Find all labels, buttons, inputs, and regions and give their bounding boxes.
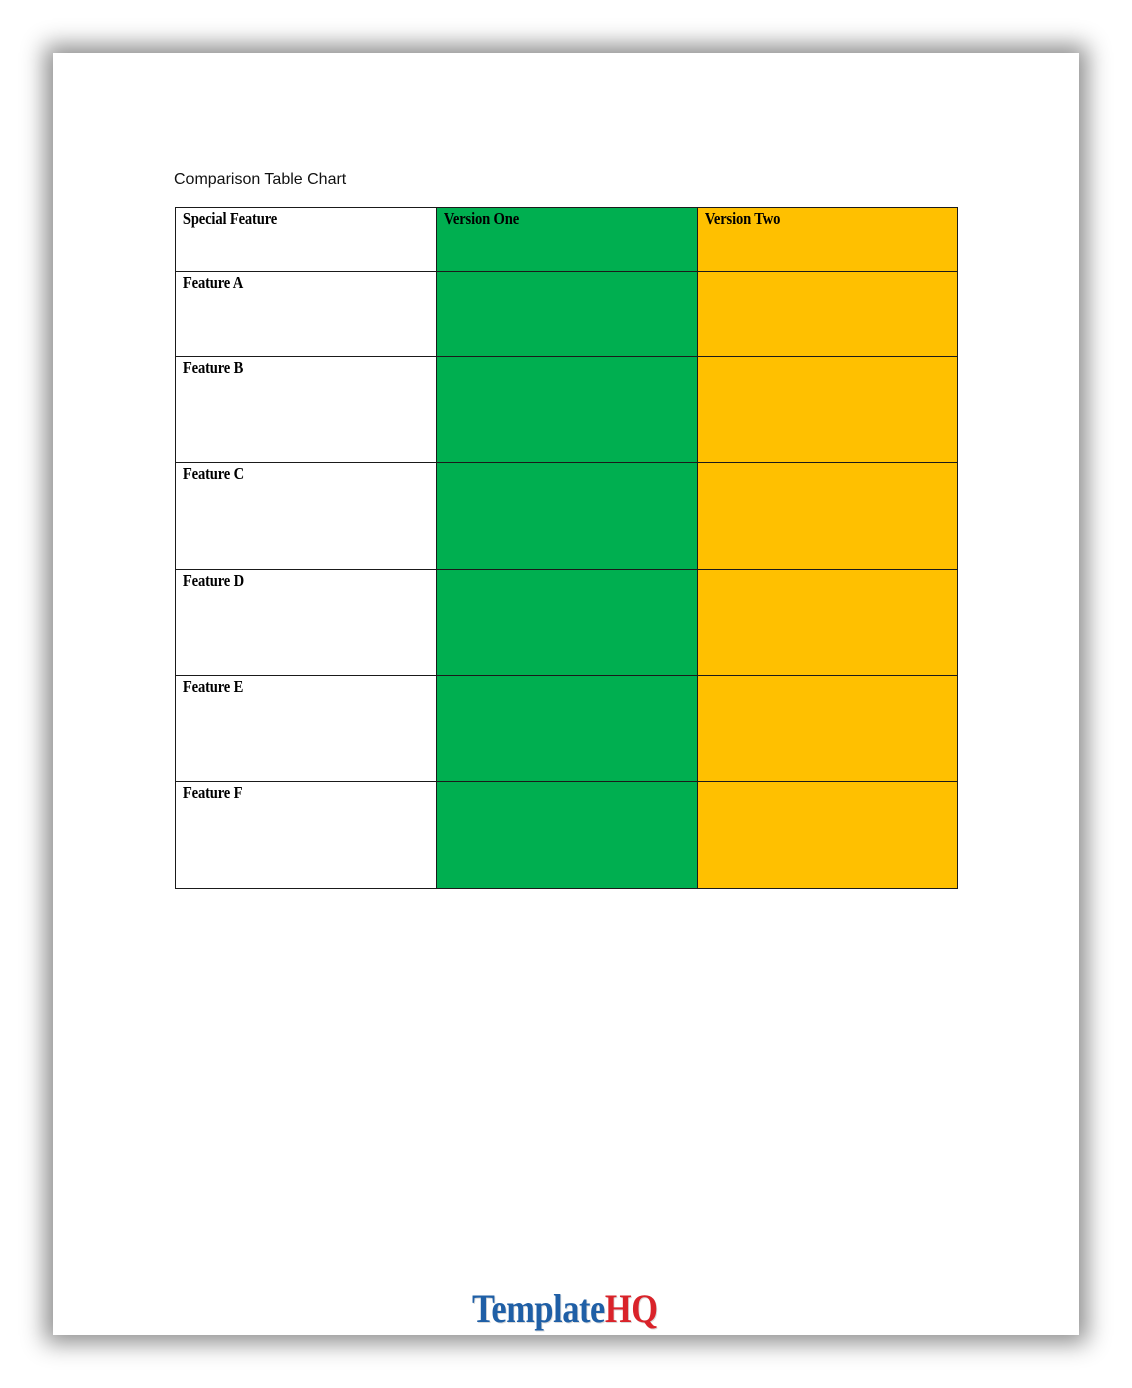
- version-two-cell: [698, 676, 958, 782]
- row-label: Feature B: [182, 358, 244, 377]
- version-one-cell: [437, 570, 698, 676]
- version-two-cell: [698, 357, 958, 463]
- table-header-row: [176, 208, 958, 272]
- row-label-cell: [176, 570, 437, 676]
- templatehq-logo: [472, 1285, 658, 1332]
- logo-text-hq: HQ: [604, 1286, 658, 1331]
- row-label-cell: [176, 782, 437, 889]
- comparison-table: [175, 207, 958, 889]
- version-one-cell: [437, 272, 698, 357]
- row-label-cell: [176, 357, 437, 463]
- table-row: [176, 357, 958, 463]
- table-row: [176, 272, 958, 357]
- header-cell-version-two: [698, 208, 958, 272]
- row-label: Feature A: [182, 273, 244, 292]
- table-row: [176, 782, 958, 889]
- table-row: [176, 676, 958, 782]
- header-label-version-two: Version Two: [704, 209, 781, 228]
- version-one-cell: [437, 782, 698, 889]
- version-two-cell: [698, 463, 958, 570]
- version-two-cell: [698, 782, 958, 889]
- row-label-cell: [176, 463, 437, 570]
- header-label-version-one: Version One: [443, 209, 520, 228]
- version-two-cell: [698, 272, 958, 357]
- header-cell-version-one: [437, 208, 698, 272]
- table-row: [176, 570, 958, 676]
- logo-text-template: Template: [472, 1286, 605, 1331]
- row-label: Feature D: [182, 571, 244, 590]
- row-label: Feature C: [182, 464, 244, 483]
- version-one-cell: [437, 676, 698, 782]
- row-label-cell: [176, 272, 437, 357]
- table-row: [176, 463, 958, 570]
- version-one-cell: [437, 357, 698, 463]
- version-two-cell: [698, 570, 958, 676]
- row-label: Feature F: [182, 783, 243, 802]
- row-label: Feature E: [182, 677, 244, 696]
- document-page: [53, 53, 1079, 1335]
- header-cell-feature: [176, 208, 437, 272]
- version-one-cell: [437, 463, 698, 570]
- header-label-feature: Special Feature: [182, 209, 278, 228]
- document-title: Comparison Table Chart: [174, 171, 347, 188]
- row-label-cell: [176, 676, 437, 782]
